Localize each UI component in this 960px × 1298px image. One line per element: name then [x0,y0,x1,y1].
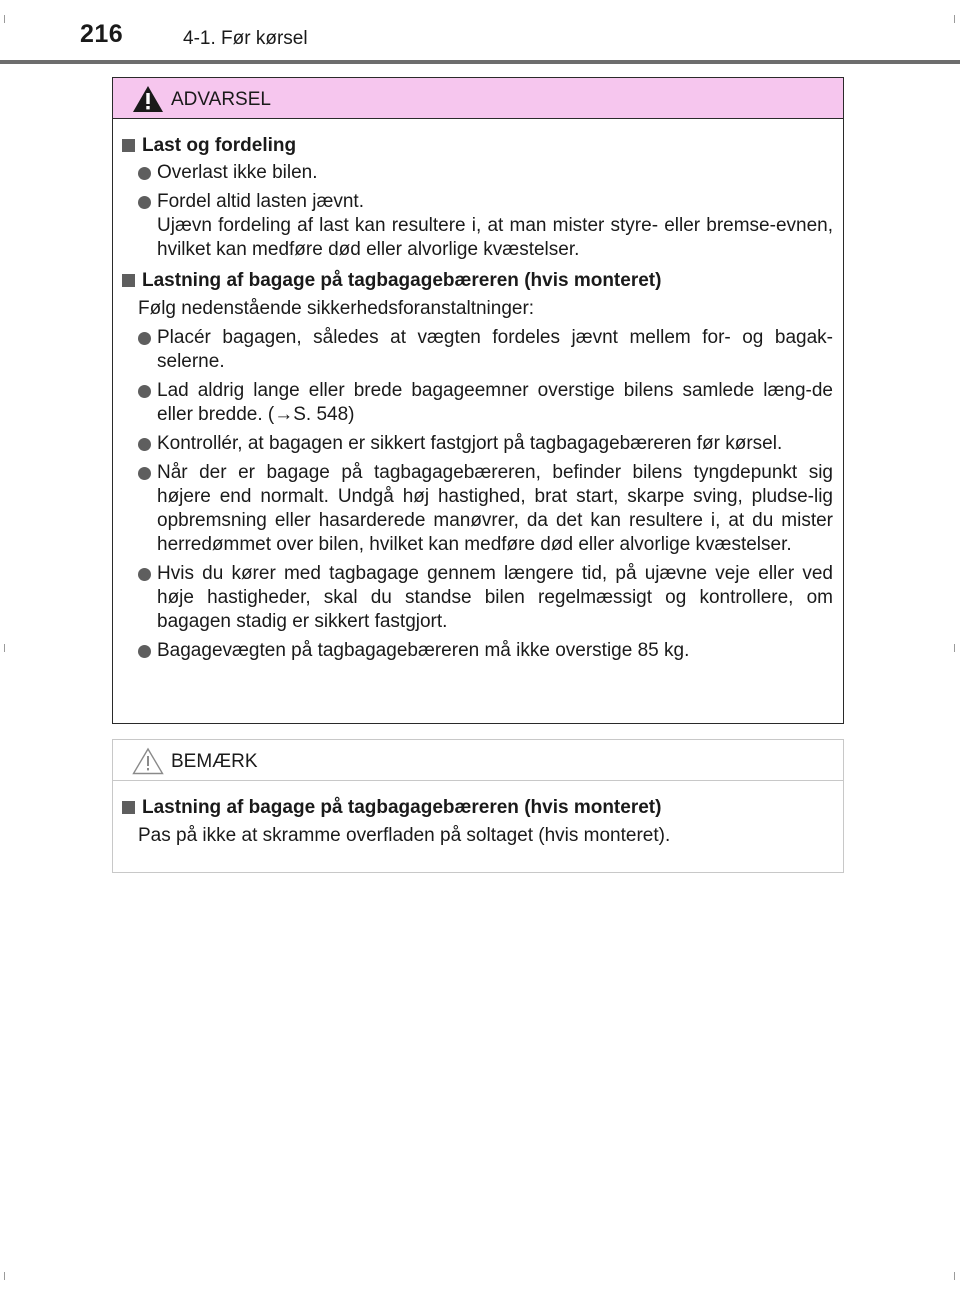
round-bullet-icon [138,332,151,345]
section-heading: Lastning af bagage på tagbagagebæreren (hvis monteret) [122,268,833,293]
list-item: Hvis du kører med tagbagage gennem længere tid, på ujævne veje eller ved høje hastigheder, skal du standse bilen regelmæssigt og kontrollere, om bagagen stadig er sikkert fastgjort. [122,562,833,634]
caution-triangle-outline-icon [132,747,164,775]
warning-body [113,119,843,663]
page-number: 216 [80,20,124,48]
crop-mark [954,15,955,23]
list-item: Når der er bagage på tagbagagebæreren, befinder bilens tyngdepunkt sig højere end normalt. Undgå høj hastighed, brat start, skarpe sving, pludse-lig opbremsning eller hasarderede manøvrer, da det kan resultere i, at du mister herredømmet over bilen, hvilket kan medføre død eller alvorlige kvæstelser. [122,461,833,557]
section-intro: Følg nedenstående sikkerhedsforanstaltninger: [138,298,535,319]
round-bullet-icon [138,568,151,581]
section-roof-rack-notice [122,795,833,849]
round-bullet-icon [138,467,151,480]
square-bullet-icon [122,801,135,814]
section-load-distribution [122,133,833,262]
warning-box [112,77,844,724]
notice-body [113,781,843,849]
round-bullet-icon [138,385,151,398]
crop-mark [4,644,5,652]
warning-title: ADVARSEL [171,89,271,110]
warning-header [113,78,843,119]
list-item: Overlast ikke bilen. [122,161,833,185]
notice-header [113,740,843,781]
round-bullet-icon [138,196,151,209]
list-item: Fordel altid lasten jævnt. Ujævn fordeling af last kan resultere i, at man mister styre- eller bremse-evnen, hvilket kan medføre død eller alvorlige kvæstelser. [122,190,833,262]
section-heading: Last og fordeling [122,133,833,158]
list-item: Lad aldrig lange eller brede bagageemner overstige bilens samlede læng-de eller bredde. (→S. 548) [122,379,833,427]
chapter-title: 4-1. Før kørsel [183,28,308,49]
list-item: Bagagevægten på tagbagagebæreren må ikke overstige 85 kg. [122,639,833,663]
section-intro: Pas på ikke at skramme overfladen på soltaget (hvis monteret). [138,825,671,846]
section-roof-rack [122,268,833,663]
notice-box [112,739,844,873]
header-rule [0,60,960,64]
crop-mark [4,15,5,23]
square-bullet-icon [122,274,135,287]
warning-triangle-icon [132,85,164,113]
crop-mark [954,1272,955,1280]
round-bullet-icon [138,167,151,180]
section-heading: Lastning af bagage på tagbagagebæreren (hvis monteret) [122,795,833,820]
round-bullet-icon [138,645,151,658]
list-item: Placér bagagen, således at vægten fordeles jævnt mellem for- og bagak-selerne. [122,326,833,374]
notice-title: BEMÆRK [171,751,258,772]
crop-mark [954,644,955,652]
crop-mark [4,1272,5,1280]
square-bullet-icon [122,139,135,152]
list-item: Kontrollér, at bagagen er sikkert fastgjort på tagbagagebæreren før kørsel. [122,432,833,456]
round-bullet-icon [138,438,151,451]
